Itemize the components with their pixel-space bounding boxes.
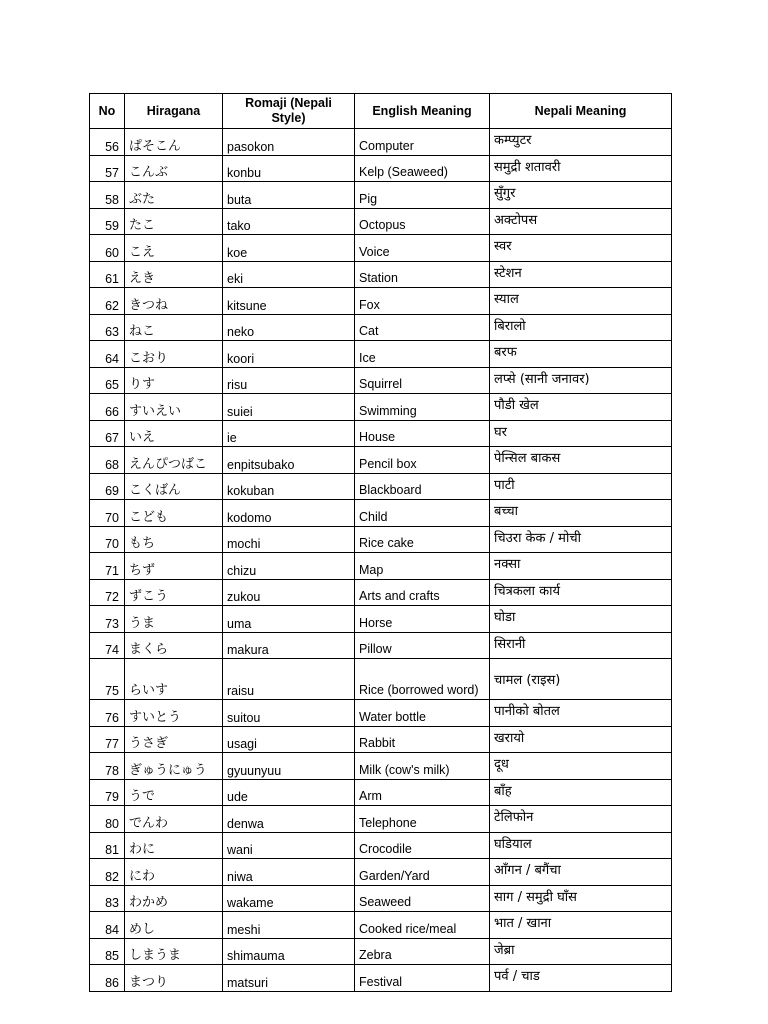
- cell-romaji: ude: [223, 779, 355, 806]
- cell-hiragana: まつり: [125, 965, 223, 992]
- table-row: [90, 500, 672, 527]
- cell-nepali-meaning: साग / समुद्री घाँस: [490, 885, 672, 912]
- cell-romaji: koori: [223, 341, 355, 368]
- cell-romaji: matsuri: [223, 965, 355, 992]
- cell-hiragana: ぱそこん: [125, 129, 223, 156]
- cell-romaji: tako: [223, 208, 355, 235]
- cell-romaji: eki: [223, 261, 355, 288]
- cell-english-meaning: Milk (cow's milk): [355, 753, 490, 780]
- cell-nepali-meaning: सुँगुर: [490, 182, 672, 209]
- table-row: [90, 288, 672, 315]
- cell-romaji: koe: [223, 235, 355, 262]
- table-row: [90, 832, 672, 859]
- cell-no: 58: [90, 182, 125, 209]
- cell-hiragana: ぎゅうにゅう: [125, 753, 223, 780]
- cell-no: 59: [90, 208, 125, 235]
- cell-no: 83: [90, 885, 125, 912]
- cell-no: 61: [90, 261, 125, 288]
- cell-hiragana: ずこう: [125, 579, 223, 606]
- cell-english-meaning: Horse: [355, 606, 490, 633]
- table-row: [90, 938, 672, 965]
- cell-nepali-meaning: दूध: [490, 753, 672, 780]
- cell-nepali-meaning: घर: [490, 420, 672, 447]
- cell-english-meaning: Blackboard: [355, 473, 490, 500]
- cell-no: 65: [90, 367, 125, 394]
- cell-english-meaning: Arm: [355, 779, 490, 806]
- cell-no: 73: [90, 606, 125, 633]
- table-row: [90, 129, 672, 156]
- cell-no: 75: [90, 659, 125, 700]
- cell-hiragana: しまうま: [125, 938, 223, 965]
- table-row: [90, 473, 672, 500]
- table-row: [90, 965, 672, 992]
- cell-hiragana: りす: [125, 367, 223, 394]
- cell-romaji: denwa: [223, 806, 355, 833]
- table-body: [90, 129, 672, 992]
- cell-nepali-meaning: सिरानी: [490, 632, 672, 659]
- cell-romaji: gyuunyuu: [223, 753, 355, 780]
- cell-no: 70: [90, 500, 125, 527]
- cell-hiragana: うま: [125, 606, 223, 633]
- cell-hiragana: こども: [125, 500, 223, 527]
- cell-hiragana: きつね: [125, 288, 223, 315]
- cell-nepali-meaning: पाटी: [490, 473, 672, 500]
- cell-hiragana: すいえい: [125, 394, 223, 421]
- cell-no: 85: [90, 938, 125, 965]
- cell-english-meaning: Child: [355, 500, 490, 527]
- table-row: [90, 579, 672, 606]
- cell-nepali-meaning: आँगन / बगैंचा: [490, 859, 672, 886]
- cell-english-meaning: Garden/Yard: [355, 859, 490, 886]
- cell-english-meaning: Octopus: [355, 208, 490, 235]
- cell-hiragana: こえ: [125, 235, 223, 262]
- cell-romaji: wakame: [223, 885, 355, 912]
- cell-no: 82: [90, 859, 125, 886]
- cell-romaji: pasokon: [223, 129, 355, 156]
- cell-no: 66: [90, 394, 125, 421]
- cell-romaji: kodomo: [223, 500, 355, 527]
- cell-hiragana: わかめ: [125, 885, 223, 912]
- cell-hiragana: でんわ: [125, 806, 223, 833]
- table-row: [90, 806, 672, 833]
- cell-english-meaning: Voice: [355, 235, 490, 262]
- table-row: [90, 394, 672, 421]
- cell-romaji: meshi: [223, 912, 355, 939]
- cell-english-meaning: Fox: [355, 288, 490, 315]
- table-row: [90, 235, 672, 262]
- table-row: [90, 447, 672, 474]
- cell-no: 72: [90, 579, 125, 606]
- vocabulary-table: [89, 93, 672, 992]
- table-row: [90, 526, 672, 553]
- cell-english-meaning: Station: [355, 261, 490, 288]
- cell-nepali-meaning: पर्व / चाड: [490, 965, 672, 992]
- cell-hiragana: たこ: [125, 208, 223, 235]
- cell-english-meaning: Rabbit: [355, 726, 490, 753]
- cell-no: 68: [90, 447, 125, 474]
- table-row: [90, 700, 672, 727]
- cell-no: 67: [90, 420, 125, 447]
- cell-no: 80: [90, 806, 125, 833]
- cell-no: 78: [90, 753, 125, 780]
- header-hiragana: Hiragana: [125, 94, 223, 129]
- cell-nepali-meaning: खरायो: [490, 726, 672, 753]
- cell-hiragana: こくばん: [125, 473, 223, 500]
- cell-nepali-meaning: घडियाल: [490, 832, 672, 859]
- table-row: [90, 779, 672, 806]
- cell-romaji: zukou: [223, 579, 355, 606]
- cell-english-meaning: Kelp (Seaweed): [355, 155, 490, 182]
- cell-nepali-meaning: घोडा: [490, 606, 672, 633]
- cell-romaji: chizu: [223, 553, 355, 580]
- table-row: [90, 726, 672, 753]
- cell-nepali-meaning: कम्प्युटर: [490, 129, 672, 156]
- table-row: [90, 753, 672, 780]
- cell-english-meaning: Arts and crafts: [355, 579, 490, 606]
- cell-romaji: konbu: [223, 155, 355, 182]
- cell-no: 77: [90, 726, 125, 753]
- cell-english-meaning: Telephone: [355, 806, 490, 833]
- table-row: [90, 182, 672, 209]
- cell-nepali-meaning: चामल (राइस): [490, 659, 672, 700]
- cell-hiragana: こおり: [125, 341, 223, 368]
- cell-no: 71: [90, 553, 125, 580]
- cell-no: 62: [90, 288, 125, 315]
- header-row: [90, 94, 672, 129]
- cell-hiragana: まくら: [125, 632, 223, 659]
- cell-english-meaning: Ice: [355, 341, 490, 368]
- cell-romaji: ie: [223, 420, 355, 447]
- table-row: [90, 606, 672, 633]
- table-row: [90, 155, 672, 182]
- cell-hiragana: らいす: [125, 659, 223, 700]
- cell-romaji: shimauma: [223, 938, 355, 965]
- cell-english-meaning: Seaweed: [355, 885, 490, 912]
- cell-nepali-meaning: चित्रकला कार्य: [490, 579, 672, 606]
- cell-english-meaning: House: [355, 420, 490, 447]
- cell-english-meaning: Festival: [355, 965, 490, 992]
- cell-no: 81: [90, 832, 125, 859]
- cell-no: 64: [90, 341, 125, 368]
- cell-hiragana: うさぎ: [125, 726, 223, 753]
- cell-english-meaning: Water bottle: [355, 700, 490, 727]
- cell-no: 57: [90, 155, 125, 182]
- cell-romaji: suitou: [223, 700, 355, 727]
- cell-nepali-meaning: पानीको बोतल: [490, 700, 672, 727]
- table-row: [90, 367, 672, 394]
- table-row: [90, 912, 672, 939]
- cell-hiragana: えき: [125, 261, 223, 288]
- cell-nepali-meaning: चिउरा केक / मोची: [490, 526, 672, 553]
- cell-hiragana: ぶた: [125, 182, 223, 209]
- cell-nepali-meaning: अक्टोपस: [490, 208, 672, 235]
- cell-romaji: risu: [223, 367, 355, 394]
- cell-no: 86: [90, 965, 125, 992]
- table-row: [90, 859, 672, 886]
- table-row: [90, 885, 672, 912]
- cell-no: 56: [90, 129, 125, 156]
- header-no: No: [90, 94, 125, 129]
- table-header: [90, 94, 672, 129]
- cell-english-meaning: Rice (borrowed word): [355, 659, 490, 700]
- cell-nepali-meaning: टेलिफोन: [490, 806, 672, 833]
- cell-english-meaning: Pencil box: [355, 447, 490, 474]
- cell-romaji: mochi: [223, 526, 355, 553]
- cell-hiragana: にわ: [125, 859, 223, 886]
- cell-hiragana: わに: [125, 832, 223, 859]
- table-row: [90, 632, 672, 659]
- cell-english-meaning: Zebra: [355, 938, 490, 965]
- cell-romaji: usagi: [223, 726, 355, 753]
- cell-hiragana: ちず: [125, 553, 223, 580]
- table-row: [90, 553, 672, 580]
- cell-english-meaning: Cat: [355, 314, 490, 341]
- cell-hiragana: すいとう: [125, 700, 223, 727]
- cell-romaji: raisu: [223, 659, 355, 700]
- cell-romaji: kitsune: [223, 288, 355, 315]
- cell-nepali-meaning: पौडी खेल: [490, 394, 672, 421]
- cell-hiragana: めし: [125, 912, 223, 939]
- cell-hiragana: こんぶ: [125, 155, 223, 182]
- cell-english-meaning: Squirrel: [355, 367, 490, 394]
- cell-nepali-meaning: स्वर: [490, 235, 672, 262]
- cell-english-meaning: Pillow: [355, 632, 490, 659]
- header-english-meaning: English Meaning: [355, 94, 490, 129]
- table-row: [90, 314, 672, 341]
- cell-romaji: niwa: [223, 859, 355, 886]
- cell-english-meaning: Rice cake: [355, 526, 490, 553]
- cell-romaji: kokuban: [223, 473, 355, 500]
- cell-hiragana: ねこ: [125, 314, 223, 341]
- cell-romaji: suiei: [223, 394, 355, 421]
- cell-nepali-meaning: समुद्री शतावरी: [490, 155, 672, 182]
- cell-no: 63: [90, 314, 125, 341]
- cell-nepali-meaning: बिरालो: [490, 314, 672, 341]
- cell-nepali-meaning: जेब्रा: [490, 938, 672, 965]
- cell-hiragana: えんぴつばこ: [125, 447, 223, 474]
- cell-hiragana: うで: [125, 779, 223, 806]
- cell-no: 76: [90, 700, 125, 727]
- cell-romaji: makura: [223, 632, 355, 659]
- cell-english-meaning: Cooked rice/meal: [355, 912, 490, 939]
- table-row: [90, 261, 672, 288]
- cell-no: 69: [90, 473, 125, 500]
- cell-nepali-meaning: बच्चा: [490, 500, 672, 527]
- cell-nepali-meaning: लप्से (सानी जनावर): [490, 367, 672, 394]
- cell-nepali-meaning: नक्सा: [490, 553, 672, 580]
- table-row: [90, 659, 672, 700]
- cell-romaji: wani: [223, 832, 355, 859]
- cell-no: 84: [90, 912, 125, 939]
- cell-nepali-meaning: भात / खाना: [490, 912, 672, 939]
- cell-no: 70: [90, 526, 125, 553]
- cell-hiragana: いえ: [125, 420, 223, 447]
- header-nepali-meaning: Nepali Meaning: [490, 94, 672, 129]
- cell-romaji: neko: [223, 314, 355, 341]
- cell-hiragana: もち: [125, 526, 223, 553]
- cell-romaji: enpitsubako: [223, 447, 355, 474]
- table-row: [90, 341, 672, 368]
- table-row: [90, 420, 672, 447]
- cell-nepali-meaning: स्याल: [490, 288, 672, 315]
- cell-english-meaning: Map: [355, 553, 490, 580]
- cell-nepali-meaning: बाँह: [490, 779, 672, 806]
- cell-no: 60: [90, 235, 125, 262]
- cell-nepali-meaning: स्टेशन: [490, 261, 672, 288]
- header-romaji: Romaji (Nepali Style): [223, 94, 355, 129]
- cell-nepali-meaning: बरफ: [490, 341, 672, 368]
- cell-english-meaning: Pig: [355, 182, 490, 209]
- cell-no: 79: [90, 779, 125, 806]
- cell-nepali-meaning: पेन्सिल बाकस: [490, 447, 672, 474]
- cell-english-meaning: Computer: [355, 129, 490, 156]
- cell-romaji: buta: [223, 182, 355, 209]
- cell-english-meaning: Crocodile: [355, 832, 490, 859]
- cell-english-meaning: Swimming: [355, 394, 490, 421]
- cell-romaji: uma: [223, 606, 355, 633]
- cell-no: 74: [90, 632, 125, 659]
- table-row: [90, 208, 672, 235]
